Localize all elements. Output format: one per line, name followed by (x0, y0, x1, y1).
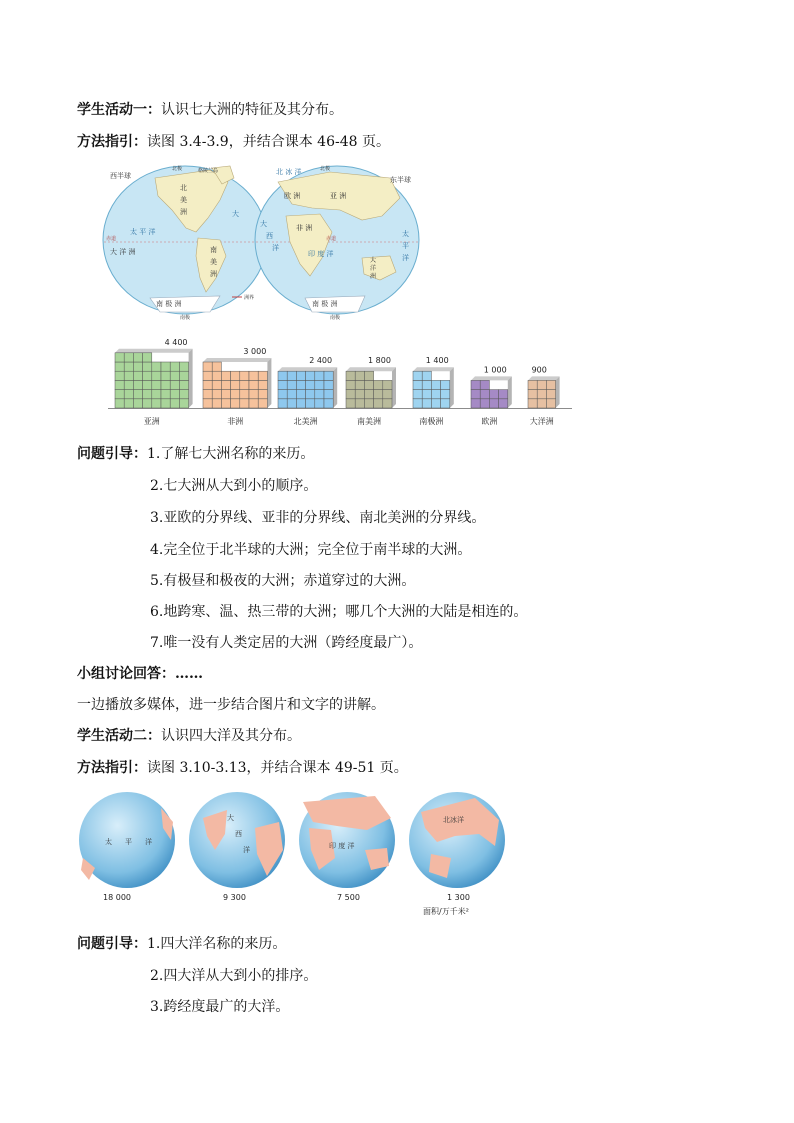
method2-line (77, 758, 408, 778)
indian-area-value: 7 500 (337, 893, 360, 902)
activity1-text: 认识七大洲的特征及其分布。 (161, 102, 343, 118)
category-label-3: 北美洲 (293, 417, 318, 426)
media-line: 一边播放多媒体，进一步结合图片和文字的讲解。 (77, 697, 385, 713)
method1-label: 方法指引： (77, 134, 147, 150)
greenland-label: 格陵兰岛 (198, 168, 219, 174)
guide2-item-2: 2.四大洋从大到小的排序。 (150, 968, 318, 984)
equator-west-label: 赤道 (106, 236, 117, 242)
atlantic-west-char-1: 大 (232, 210, 239, 218)
pacific-west-label: 太 平 洋 (130, 228, 156, 236)
pacific-char-3: 洋 (145, 838, 152, 846)
africa-label: 非 洲 (296, 224, 313, 232)
arctic-area-value: 1 300 (447, 893, 470, 902)
atlantic-char-1: 大 (227, 814, 234, 822)
atlantic-east-char-3: 洋 (272, 244, 279, 252)
activity1-line (77, 100, 343, 120)
pacific-globe (79, 792, 175, 888)
bar-value-label-1: 4 400 (164, 337, 188, 347)
south-america-char-3: 洲 (210, 270, 217, 278)
oceania-east-char-1: 大 (370, 257, 377, 264)
bar-5 (413, 367, 454, 408)
pacific-char-2: 平 (125, 838, 132, 846)
bar-value-label-4: 1 800 (368, 356, 391, 366)
activity1-label: 学生活动一： (77, 102, 161, 118)
guide1-label: 问题引导： (77, 446, 147, 462)
indian-ocean-label: 印 度 洋 (308, 250, 334, 258)
category-label-5: 南极洲 (419, 417, 444, 426)
indian-globe (299, 792, 395, 888)
bar-1 (115, 349, 193, 408)
guide1-item-6: 6.地跨寒、温、热三带的大洲；哪几个大洲的大陆是相连的。 (150, 604, 528, 620)
method1-line (77, 132, 390, 152)
oceania-east-char-3: 洲 (370, 273, 377, 280)
method2-text: 读图 3.10-3.13，并结合课本 49-51 页。 (147, 760, 408, 776)
guide1-item-2: 2.七大洲从大到小的顺序。 (150, 478, 318, 494)
guide2-line-1 (77, 934, 286, 954)
atlantic-globe (189, 792, 285, 888)
south-america-char-2: 美 (210, 258, 217, 266)
asia-label: 亚 洲 (330, 192, 347, 200)
east-hemisphere-label: 东半球 (390, 176, 411, 184)
pacific-area-value: 18 000 (103, 893, 131, 902)
pacific-east-char-1: 太 (402, 230, 409, 238)
north-america-char-2: 美 (180, 196, 187, 204)
area-unit-label: 面积/万千米² (423, 907, 469, 916)
category-label-1: 亚洲 (143, 417, 160, 426)
guide1-item-5: 5.有极昼和极夜的大洲；赤道穿过的大洲。 (150, 573, 416, 589)
bar-value-label-5: 1 400 (425, 356, 449, 366)
bar-3 (278, 367, 337, 408)
guide1-item-3: 3.亚欧的分界线、亚非的分界线、南北美洲的分界线。 (150, 510, 486, 526)
indian-globe-label: 印 度 洋 (329, 842, 355, 850)
world-hemispheres-map (100, 160, 505, 320)
pacific-east-char-3: 洋 (402, 254, 409, 262)
atlantic-east-char-1: 大 (260, 220, 267, 228)
bar-2 (203, 358, 271, 408)
category-label-7: 大洋洲 (529, 417, 554, 426)
north-pole-west-label: 北极 (172, 166, 183, 172)
atlantic-char-2: 西 (235, 830, 242, 838)
pacific-char-1: 太 (105, 838, 112, 846)
discussion-line (77, 664, 203, 684)
bar-value-label-7: 900 (531, 365, 547, 375)
bar-7 (528, 376, 560, 408)
oceania-west-label: 大 洋 洲 (110, 248, 136, 256)
guide2-label: 问题引导： (77, 936, 147, 952)
bar-4 (346, 367, 396, 408)
continent-area-chart (100, 322, 580, 430)
activity2-label: 学生活动二： (77, 728, 161, 744)
guide1-item-7: 7.唯一没有人类定居的大洲（跨经度最广）。 (150, 635, 423, 651)
method1-text: 读图 3.4-3.9，并结合课本 46-48 页。 (147, 134, 390, 150)
legend-label: 洲界 (244, 295, 255, 301)
guide2-item-1: 1.四大洋名称的来历。 (147, 936, 287, 952)
bar-value-label-3: 2 400 (309, 356, 333, 366)
north-america-char-1: 北 (180, 184, 187, 192)
atlantic-east-char-2: 西 (266, 232, 273, 240)
bar-6 (471, 376, 512, 408)
category-label-2: 非洲 (227, 417, 244, 426)
method2-label: 方法指引： (77, 760, 147, 776)
south-pole-east-label: 南极 (330, 315, 341, 320)
north-america-char-3: 洲 (180, 208, 187, 216)
bar-value-label-2: 3 000 (243, 347, 267, 356)
activity2-text: 认识四大洋及其分布。 (161, 728, 301, 744)
pacific-east-char-2: 平 (402, 242, 409, 250)
north-pole-east-label: 北极 (320, 166, 331, 172)
europe-label: 欧 洲 (284, 192, 301, 200)
arctic-ocean-label: 北 冰 洋 (276, 168, 302, 176)
arctic-globe (409, 792, 505, 888)
category-label-6: 欧洲 (481, 417, 498, 426)
activity2-line (77, 726, 301, 746)
south-america-char-1: 南 (210, 246, 217, 254)
west-hemisphere-label: 西半球 (110, 172, 131, 180)
discussion-label: 小组讨论回答：…… (77, 666, 203, 682)
oceania-east-char-2: 洋 (370, 265, 377, 272)
guide1-item-1: 1.了解七大洲名称的来历。 (147, 446, 315, 462)
guide2-item-3: 3.跨经度最广的大洋。 (150, 999, 290, 1015)
atlantic-char-3: 洋 (243, 846, 250, 854)
south-pole-west-label: 南极 (180, 315, 191, 320)
atlantic-area-value: 9 300 (223, 893, 246, 902)
guide1-item-4: 4.完全位于北半球的大洲；完全位于南半球的大洲。 (150, 542, 472, 558)
antarctica-west-label: 南 极 洲 (156, 300, 182, 308)
equator-east-label: 赤道 (326, 236, 337, 242)
four-oceans-globes (75, 788, 515, 918)
bar-value-label-6: 1 000 (483, 365, 507, 375)
category-label-4: 南美洲 (357, 417, 381, 426)
guide1-line-1 (77, 444, 314, 464)
antarctica-east-label: 南 极 洲 (312, 300, 338, 308)
arctic-globe-label: 北冰洋 (443, 816, 464, 824)
